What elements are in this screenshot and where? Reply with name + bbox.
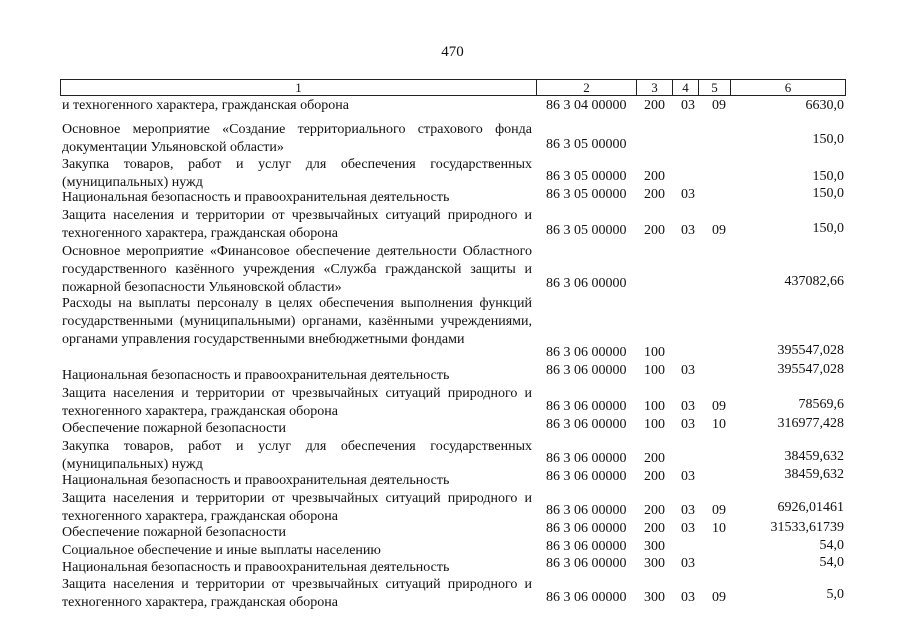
row-sum: 78569,6: [798, 397, 844, 412]
row-rz: 03: [681, 399, 695, 414]
row-rz: 03: [681, 556, 695, 571]
row-sum: 150,0: [812, 132, 844, 147]
row-sum: 150,0: [812, 169, 844, 184]
row-name: Защита населения и территории от чрезвычайных ситуаций природного и техногенного характера, гражданская оборона: [62, 577, 532, 610]
row-sum: 31533,61739: [770, 520, 844, 535]
row-rz: 03: [681, 469, 695, 484]
row-name: Национальная безопасность и правоохранительная деятельность: [62, 473, 450, 488]
row-vr: 100: [644, 399, 665, 414]
row-code: 86 3 06 00000: [546, 451, 627, 466]
row-rz: 03: [681, 223, 695, 238]
row-pr: 09: [712, 503, 726, 518]
row-name: Основное мероприятие «Создание территориального страхового фонда документации Ульяновской области»: [62, 122, 532, 155]
row-sum: 316977,428: [777, 416, 844, 431]
row-sum: 38459,632: [784, 449, 844, 464]
row-vr: 200: [644, 169, 665, 184]
row-name: Обеспечение пожарной безопасности: [62, 525, 287, 540]
row-vr: 200: [644, 98, 665, 113]
row-rz: 03: [681, 590, 695, 605]
row-pr: 10: [712, 521, 726, 536]
row-sum: 437082,66: [784, 274, 844, 289]
row-code: 86 3 06 00000: [546, 539, 627, 554]
row-vr: 200: [644, 469, 665, 484]
row-code: 86 3 06 00000: [546, 469, 627, 484]
row-code: 86 3 05 00000: [546, 137, 627, 152]
header-col-1: 1: [60, 79, 537, 96]
row-pr: 10: [712, 417, 726, 432]
row-name: и техногенного характера, гражданская оборона: [62, 98, 349, 113]
row-name: Основное мероприятие «Финансовое обеспечение деятельности Областного государственного казённого учреждения «Служба гражданской защиты и пожарной безопасности Ульяновской области»: [62, 244, 532, 295]
row-name: Национальная безопасность и правоохранительная деятельность: [62, 368, 450, 383]
row-pr: 09: [712, 590, 726, 605]
row-name: Национальная безопасность и правоохранительная деятельность: [62, 560, 450, 575]
row-sum: 395547,028: [777, 343, 844, 358]
row-sum: 395547,028: [777, 362, 844, 377]
row-name: Обеспечение пожарной безопасности: [62, 421, 287, 436]
row-rz: 03: [681, 363, 695, 378]
row-vr: 300: [644, 556, 665, 571]
row-name: Защита населения и территории от чрезвычайных ситуаций природного и техногенного характера, гражданская оборона: [62, 491, 532, 524]
row-code: 86 3 04 00000: [546, 98, 627, 113]
row-sum: 150,0: [812, 186, 844, 201]
row-code: 86 3 06 00000: [546, 345, 627, 360]
row-sum: 150,0: [812, 221, 844, 236]
header-col-3: 3: [636, 79, 673, 96]
header-col-2: 2: [536, 79, 637, 96]
row-code: 86 3 05 00000: [546, 169, 627, 184]
row-sum: 54,0: [819, 555, 844, 570]
row-name: Защита населения и территории от чрезвычайных ситуаций природного и техногенного характера, гражданская оборона: [62, 386, 532, 419]
row-sum: 5,0: [826, 587, 844, 602]
row-code: 86 3 06 00000: [546, 590, 627, 605]
row-vr: 300: [644, 539, 665, 554]
row-rz: 03: [681, 98, 695, 113]
row-code: 86 3 06 00000: [546, 363, 627, 378]
row-vr: 100: [644, 363, 665, 378]
row-rz: 03: [681, 503, 695, 518]
row-code: 86 3 06 00000: [546, 503, 627, 518]
header-col-6: 6: [730, 79, 846, 96]
row-vr: 200: [644, 223, 665, 238]
row-code: 86 3 06 00000: [546, 276, 627, 291]
row-code: 86 3 05 00000: [546, 223, 627, 238]
row-sum: 38459,632: [784, 467, 844, 482]
row-vr: 200: [644, 521, 665, 536]
row-vr: 200: [644, 187, 665, 202]
row-name: Социальное обеспечение и иные выплаты населению: [62, 543, 381, 558]
row-code: 86 3 06 00000: [546, 417, 627, 432]
row-code: 86 3 06 00000: [546, 521, 627, 536]
header-col-4: 4: [672, 79, 699, 96]
row-name: Закупка товаров, работ и услуг для обеспечения государственных (муниципальных) нужд: [62, 439, 532, 472]
row-name: Расходы на выплаты персоналу в целях обеспечения выполнения функций государственными (муниципальными) органами, казёнными учреждениями, органами управления государственными внебюджетными фондами: [62, 296, 532, 347]
row-rz: 03: [681, 187, 695, 202]
row-rz: 03: [681, 521, 695, 536]
row-rz: 03: [681, 417, 695, 432]
row-name: Защита населения и территории от чрезвычайных ситуаций природного и техногенного характера, гражданская оборона: [62, 208, 532, 241]
row-name: Национальная безопасность и правоохранительная деятельность: [62, 190, 450, 205]
row-sum: 6630,0: [805, 98, 844, 113]
row-code: 86 3 05 00000: [546, 187, 627, 202]
header-col-5: 5: [698, 79, 731, 96]
row-vr: 200: [644, 451, 665, 466]
page-number: 470: [441, 44, 464, 60]
row-pr: 09: [712, 223, 726, 238]
row-sum: 54,0: [819, 538, 844, 553]
row-sum: 6926,01461: [777, 500, 844, 515]
row-pr: 09: [712, 98, 726, 113]
row-name: Закупка товаров, работ и услуг для обеспечения государственных (муниципальных) нужд: [62, 157, 532, 190]
row-code: 86 3 06 00000: [546, 556, 627, 571]
row-vr: 100: [644, 345, 665, 360]
row-vr: 200: [644, 503, 665, 518]
row-pr: 09: [712, 399, 726, 414]
row-code: 86 3 06 00000: [546, 399, 627, 414]
row-vr: 100: [644, 417, 665, 432]
row-vr: 300: [644, 590, 665, 605]
